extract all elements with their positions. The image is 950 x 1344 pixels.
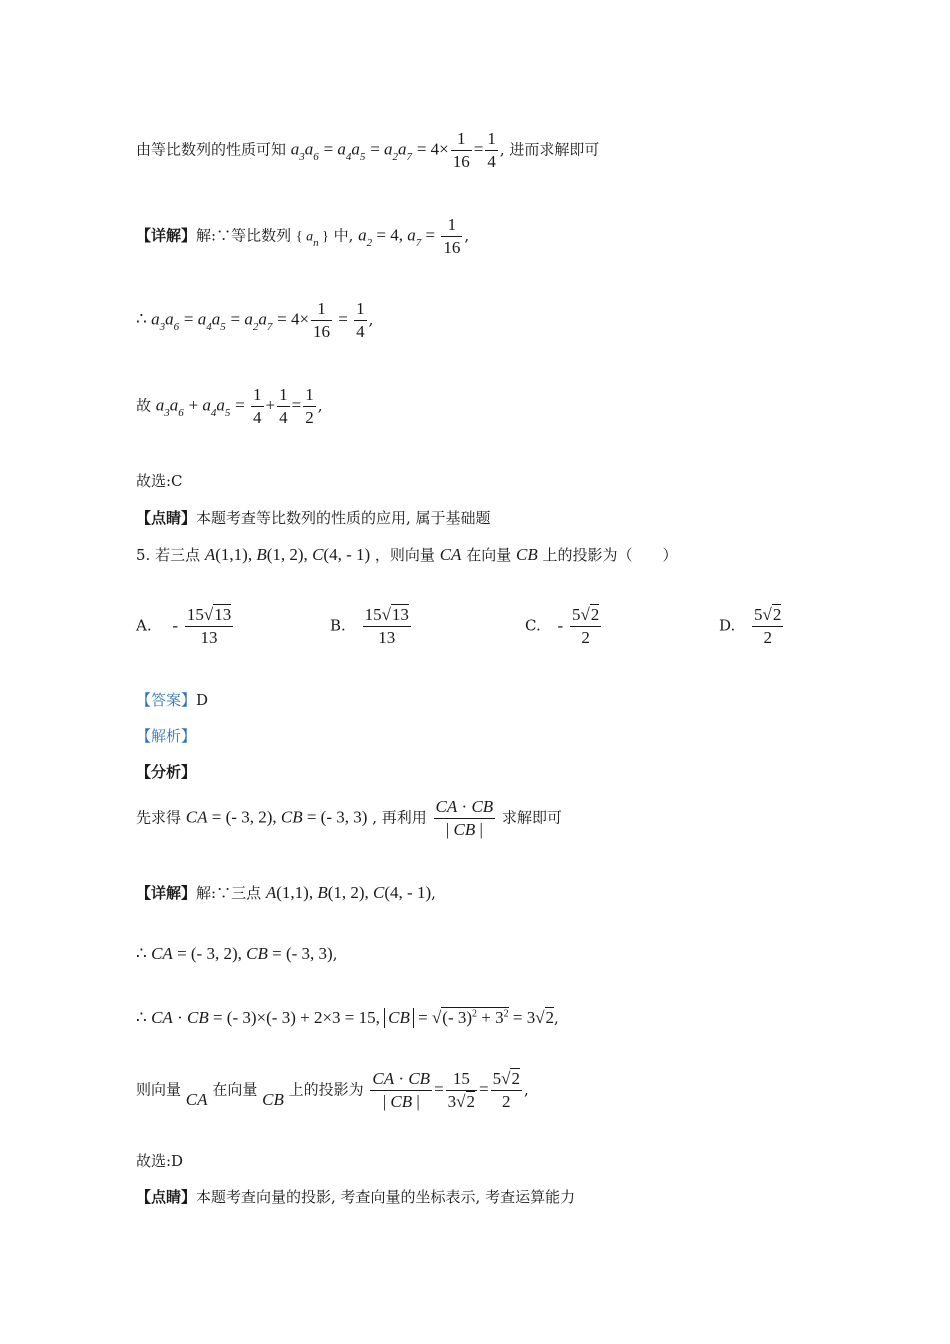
detail-line-5: ∴ CA = (- 3, 2), CB = (- 3, 3), — [136, 944, 338, 963]
fenxi-label: 【分析】 — [136, 763, 197, 781]
section-label: 【详解】 — [136, 884, 197, 902]
section-label: 【点睛】 — [136, 509, 197, 527]
text-segment: 先求得 — [136, 808, 182, 827]
answer-value: D — [196, 691, 209, 709]
text-segment: , 再利用 — [372, 808, 427, 827]
text-segment: 本题考查等比数列的性质的应用, 属于基础题 — [196, 509, 491, 527]
choice-label: D. — [719, 616, 736, 635]
section-label: 【详解】 — [136, 226, 197, 245]
text-segment: 则向量 — [136, 1080, 182, 1099]
text-segment: 上的投影为 — [288, 1080, 364, 1099]
text-segment: ，则向量 — [374, 546, 435, 564]
answer-label: 【答案】 — [136, 691, 197, 709]
text-segment: 5. 若三点 — [136, 546, 201, 564]
comment-line — [136, 507, 491, 528]
detail-line-7: 则向量 CA 在向量 CB 上的投影为 $\frac{CA \cdot CB}{| CB |}$ = $\frac{15}{3√2}$ = $\frac{5√2}{2}$ , — [136, 1069, 529, 1111]
choice-a[interactable]: A. - $\frac{15√13}{13}$ — [136, 605, 232, 647]
text-segment: 故 — [136, 396, 152, 415]
choice-d[interactable]: D. $\frac{5√2}{2}$ — [719, 605, 782, 647]
detail-line-2: ∴ $a_3a_6 = a_4a_5 = a_2a_7 = 4\times$ $\frac{1}{16}$ = $\frac{1}{4}$ , — [136, 299, 374, 341]
analysis-label: 【解析】 — [136, 727, 197, 745]
choice-label: B. — [330, 616, 346, 635]
choice-label: A. — [136, 616, 152, 635]
text-segment: 解:∵三点 — [196, 884, 262, 902]
text-segment: 由等比数列的性质可知 — [136, 140, 287, 159]
question-5: 5. 若三点 A(1,1), B(1, 2), C(4, - 1) ，则向量 CA 在向量 CB 上的投影为（ ） — [136, 545, 678, 564]
analysis-line-2: 先求得 CA = (- 3, 2), CB = (- 3, 3) , 再利用 $\frac{CA \cdot CB}{| CB |}$ 求解即可 — [136, 797, 562, 839]
section-label: 【点睛】 — [136, 1188, 197, 1206]
analysis-line-1: 由等比数列的性质可知 $a_3a_6 = a_4a_5 = a_2a_7 = 4\times$ $\frac{1}{16}$ = $\frac{1}{4}$ , 进而求解即可 — [136, 129, 600, 171]
detail-line-3: 故 $a_3a_6 + a_4a_5$ = $\frac{1}{4}$ + $\frac{1}{4}$ = $\frac{1}{2}$ , — [136, 385, 323, 427]
text-segment: 在向量 — [212, 1080, 258, 1099]
detail-line-4: 【详解】解:∵三点 A(1,1), B(1, 2), C(4, - 1), — [136, 883, 436, 902]
answer-choice-line-2: 故选:D — [136, 1152, 184, 1170]
answer-choice-line: 故选:C — [136, 472, 183, 490]
text-segment: 求解即可 — [501, 808, 562, 827]
text-segment: 本题考查向量的投影, 考查向量的坐标表示, 考查运算能力 — [196, 1188, 576, 1206]
answer-line — [136, 689, 208, 710]
text-segment: 解:∵等比数列 — [196, 226, 292, 245]
detail-line-6: ∴ CA · CB = (- 3)×(- 3) + 2×3 = 15, CB = √(- $3)^2 + 3^2 = 3√2$, — [136, 1008, 559, 1027]
text-segment: 上的投影为（ ） — [542, 546, 678, 564]
choice-b[interactable]: B. $\frac{15√13}{13}$ — [330, 605, 409, 647]
choice-label: C. — [525, 616, 541, 635]
text-segment: 在向量 — [466, 546, 512, 564]
choice-c[interactable]: C. - $\frac{5√2}{2}$ — [525, 605, 600, 647]
comment-line-2 — [136, 1186, 575, 1207]
detail-line-1: 【详解】解:∵等比数列 { $a_n$ } 中, $a_2 = 4$, $a_7$ = $\frac{1}{16}$ , — [136, 215, 470, 257]
text-segment: , 进而求解即可 — [499, 140, 600, 159]
text-segment: 中, — [333, 226, 354, 245]
